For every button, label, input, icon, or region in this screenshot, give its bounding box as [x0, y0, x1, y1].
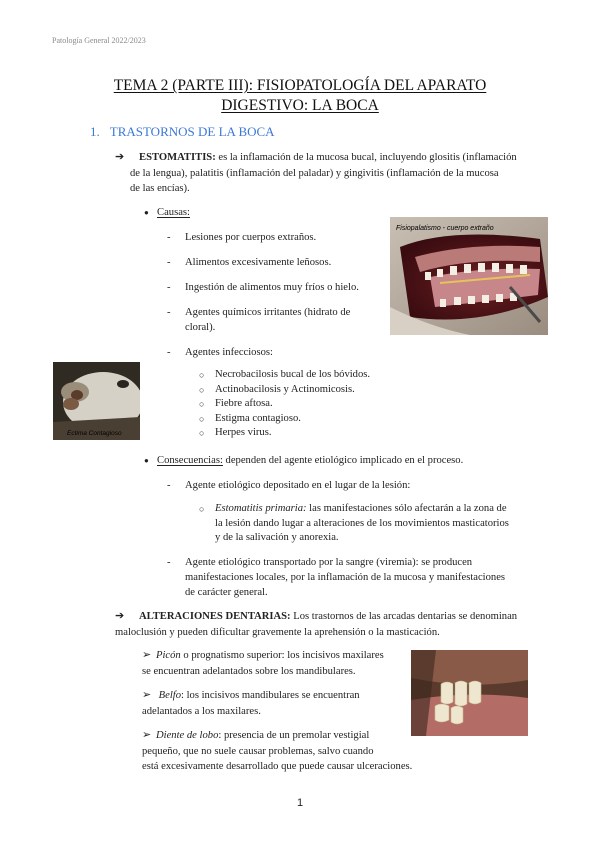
causas-label: Causas: — [157, 207, 190, 218]
dentarias-line-1: Los trastornos de las arcadas dentarias se denominan — [290, 611, 518, 622]
circle-icon: ○ — [199, 384, 205, 395]
circle-icon: ○ — [199, 399, 205, 410]
causa-text: Lesiones por cuerpos extraños. — [185, 232, 317, 243]
causa-item — [167, 305, 372, 335]
arrow-icon: ➔ — [115, 610, 125, 622]
consecuencia-line-2: manifestaciones locales, por la inflamación de la mucosa y manifestaciones — [185, 572, 506, 583]
infeccioso-item — [199, 368, 370, 383]
causa-text-cont: cloral). — [185, 322, 216, 333]
mouth-photo-caption: Fisiopalatismo - cuerpo extraño — [396, 225, 494, 232]
estomatitis-line-1: es la inflamación de la mucosa bucal, incluyendo glositis (inflamación — [215, 152, 517, 163]
dentaria-term: Belfo — [158, 690, 182, 701]
title-line-1: TEMA 2 (PARTE III): FISIOPATOLOGÍA DEL APARATO — [113, 77, 487, 94]
infeccioso-text: Herpes virus. — [215, 427, 272, 439]
alteraciones-dentarias-item — [115, 609, 535, 640]
infeccioso-text: Estigma contagioso. — [215, 412, 301, 424]
consecuencias-label: Consecuencias: — [157, 455, 223, 466]
dash-icon: - — [167, 282, 171, 293]
causa-text: Alimentos excesivamente leñosos. — [185, 257, 332, 268]
lamb-photo-caption: Ectima Contagioso — [67, 430, 122, 437]
circle-icon: ○ — [199, 413, 205, 424]
circle-icon: ○ — [199, 370, 205, 380]
estomatitis-primaria-line-3: y de la salivación y anorexia. — [215, 532, 339, 544]
estomatitis-line-3: de las encías). — [130, 183, 190, 194]
estomatitis-line-2: de la lengua), palatitis (inflamación del paladar) y gingivitis (inflamación de la mucosa — [130, 167, 499, 179]
causa-text: Agentes químicos irritantes (hidrato de — [185, 307, 351, 318]
bullet-icon: ● — [144, 208, 149, 217]
dash-icon: - — [167, 257, 171, 268]
estomatitis-primaria-line-2: la lesión dando lugar a alteraciones de los movimientos masticatorios — [215, 517, 509, 529]
causa-text: Agentes infecciosos: — [185, 347, 273, 358]
header-note: Patología General 2022/2023 — [52, 36, 146, 45]
causa-item — [167, 280, 372, 295]
title-line-2: DIGESTIVO: LA BOCA — [221, 97, 379, 114]
page-number: 1 — [296, 797, 304, 809]
chevron-icon: ➢ — [142, 689, 152, 701]
causa-item — [167, 255, 372, 270]
causa-item — [167, 345, 372, 360]
dash-icon: - — [167, 480, 171, 491]
circle-icon: ○ — [199, 504, 205, 514]
dentaria-line-2: pequeño, que no suele causar problemas, salvo cuando — [142, 745, 374, 757]
dentaria-line-1: o prognatismo superior: los incisivos maxilares — [180, 650, 384, 661]
dentaria-term: Diente de lobo — [156, 730, 219, 741]
consecuencia-line-3: de carácter general. — [185, 587, 268, 598]
mouth-photo — [390, 217, 548, 335]
infeccioso-text: Necrobacilosis bucal de los bóvidos. — [215, 369, 371, 380]
lamb-photo-image — [53, 362, 140, 440]
dentaria-term: Picón — [156, 650, 181, 661]
dentaria-line-1: : presencia de un premolar vestigial — [218, 730, 370, 741]
consecuencias-text: dependen del agente etiológico implicado en el proceso. — [222, 455, 464, 466]
consecuencia-item — [167, 555, 547, 600]
consecuencia-item — [167, 478, 527, 493]
chevron-icon: ➢ — [142, 729, 152, 741]
section-number: 1. — [90, 124, 100, 139]
causa-text: Ingestión de alimentos muy fríos o hielo. — [185, 282, 359, 293]
dash-icon: - — [167, 557, 171, 568]
infeccioso-item — [199, 412, 301, 427]
teeth-photo — [411, 650, 528, 736]
chevron-icon: ➢ — [142, 649, 152, 661]
circle-icon: ○ — [199, 428, 205, 439]
dentaria-line-2: se encuentran adelantados sobre los mandibulares. — [142, 665, 356, 677]
page-title — [40, 76, 560, 116]
bullet-icon: ● — [144, 456, 149, 465]
dash-icon: - — [167, 307, 171, 318]
infeccioso-text: Actinobacilosis y Actinomicosis. — [215, 383, 355, 395]
dentaria-line-3: está excesivamente desarrollado que puede causar ulceraciones. — [142, 761, 413, 772]
estomatitis-term: ESTOMATITIS: — [139, 152, 216, 163]
estomatitis-primaria-term: Estomatitis primaria: — [215, 503, 307, 514]
lamb-photo — [53, 362, 140, 440]
teeth-photo-image — [411, 650, 528, 736]
estomatitis-primaria-item — [199, 502, 529, 546]
causa-item — [167, 230, 372, 245]
dentaria-item-picon — [142, 648, 412, 679]
infeccioso-text: Fiebre aftosa. — [215, 398, 273, 410]
dash-icon: - — [167, 347, 171, 358]
dentaria-line-2: adelantados a los maxilares. — [142, 705, 261, 717]
dentaria-item-belfo — [142, 688, 412, 719]
dentaria-line-1: : los incisivos mandibulares se encuentran — [181, 690, 360, 701]
infeccioso-item — [199, 397, 273, 412]
consecuencia-text: Agente etiológico depositado en el lugar de la lesión: — [185, 480, 411, 491]
estomatitis-primaria-line-1: las manifestaciones sólo afectarán a la zona de — [306, 503, 507, 514]
arrow-icon: ➔ — [115, 151, 125, 163]
infeccioso-item — [199, 383, 355, 398]
dash-icon: - — [167, 232, 171, 243]
dentarias-line-2: maloclusión y pueden dificultar gravemente la aprehensión o la masticación. — [115, 626, 440, 638]
dentarias-term: ALTERACIONES DENTARIAS: — [139, 611, 291, 622]
section-heading — [90, 124, 275, 140]
estomatitis-item — [115, 150, 527, 197]
section-label: TRASTORNOS DE LA BOCA — [109, 124, 275, 139]
infeccioso-item — [199, 426, 272, 441]
consecuencia-line-1: Agente etiológico transportado por la sangre (viremia): se producen — [185, 557, 473, 568]
mouth-photo-image — [390, 217, 548, 335]
